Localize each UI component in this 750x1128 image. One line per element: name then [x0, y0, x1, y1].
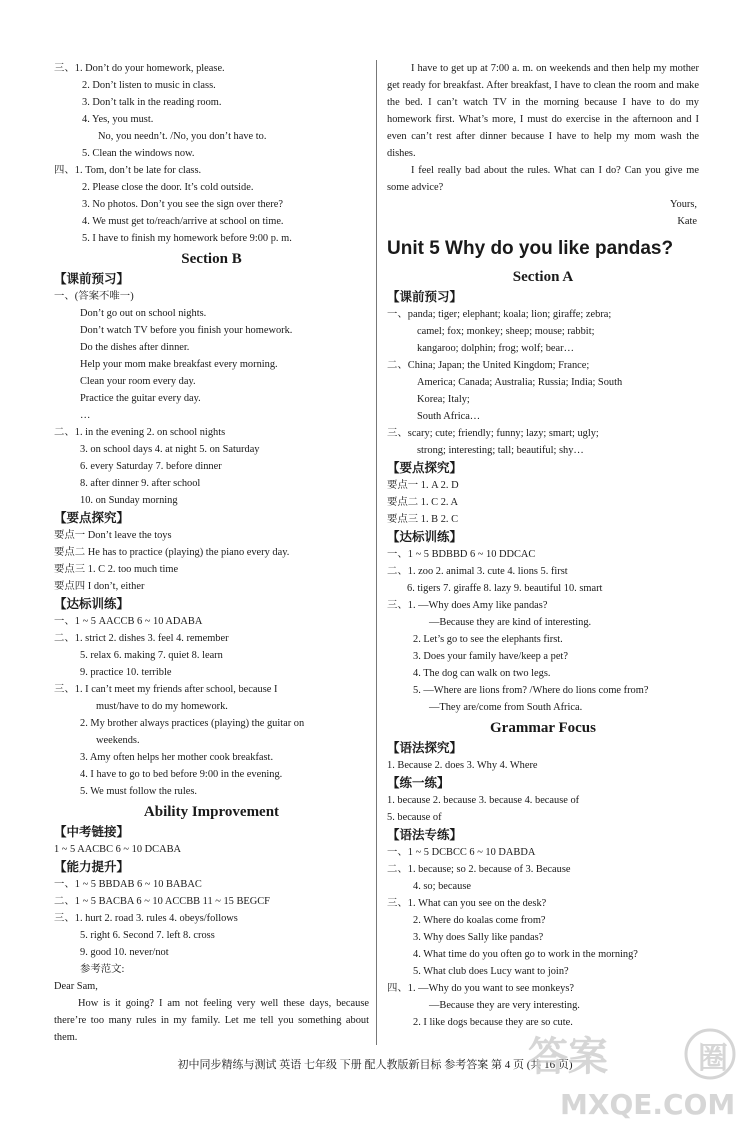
section-heading: Section B	[181, 251, 242, 267]
answer-line: Practice the guitar every day.	[80, 393, 201, 404]
block	[54, 841, 369, 858]
answer-line: —Because they are very interesting.	[429, 1000, 580, 1011]
answer-line: weekends.	[96, 735, 140, 746]
block	[387, 792, 699, 826]
letter-closing: Yours,	[670, 199, 697, 210]
answer-line: 10. on Sunday morning	[80, 495, 178, 506]
svg-text:MXQE.COM: MXQE.COM	[560, 1088, 736, 1121]
block	[54, 527, 369, 595]
letter-paragraphs	[54, 995, 369, 1046]
answer-line: kangaroo; dolphin; frog; wolf; bear…	[417, 343, 574, 354]
letter-paragraphs	[387, 60, 699, 196]
answer-line: 2. I like dogs because they are so cute.	[413, 1017, 573, 1028]
answer-line: 1. Because 2. does 3. Why 4. Where	[387, 760, 538, 771]
answer-line: 一、(答案不唯一)	[54, 291, 134, 302]
answer-line: 一、1 ~ 5 BBDAB 6 ~ 10 BABAC	[54, 879, 202, 890]
answer-line: 3. Why does Sally like pandas?	[413, 932, 544, 943]
answer-line: 2. Let’s go to see the elephants first.	[413, 634, 563, 645]
subheading: 【语法探究】	[387, 740, 463, 755]
answer-line: 5. because of	[387, 812, 442, 823]
block	[54, 876, 369, 995]
subheading: 【达标训练】	[387, 529, 463, 544]
answer-line: 5. We must follow the rules.	[80, 786, 198, 797]
unit-title: Unit 5 Why do you like pandas?	[387, 238, 674, 259]
answer-line: 一、1 ~ 5 DCBCC 6 ~ 10 DABDA	[387, 847, 536, 858]
answer-line: camel; fox; monkey; sheep; mouse; rabbit;	[417, 326, 595, 337]
block	[387, 844, 699, 1031]
answer-line: 6. tigers 7. giraffe 8. lazy 9. beautiful 10. smart	[407, 583, 603, 594]
answer-line: 6. every Saturday 7. before dinner	[80, 461, 222, 472]
left-column	[54, 60, 369, 1046]
answer-line: 三、1. What can you see on the desk?	[387, 898, 547, 909]
answer-line: 三、1. I can’t meet my friends after school, because I	[54, 684, 278, 695]
answer-line: 4. I have to go to bed before 9:00 in the evening.	[80, 769, 283, 780]
subheading: 【语法专练】	[387, 827, 463, 842]
subheading: 【达标训练】	[54, 596, 130, 611]
answer-line: 2. Please close the door. It’s cold outside.	[82, 182, 254, 193]
answer-line: 8. after dinner 9. after school	[80, 478, 201, 489]
answer-line: 三、1. hurt 2. road 3. rules 4. obeys/follows	[54, 913, 238, 924]
answer-line: 四、1. —Why do you want to see monkeys?	[387, 983, 575, 994]
answer-line: 3. No photos. Don’t you see the sign over there?	[82, 199, 283, 210]
answer-line: 要点三 1. C 2. too much time	[54, 564, 179, 575]
block	[387, 477, 699, 528]
block	[387, 757, 699, 774]
answer-line: 一、1 ~ 5 BDBBD 6 ~ 10 DDCAC	[387, 549, 536, 560]
column-divider	[376, 60, 377, 1045]
svg-text:答案: 答案	[528, 1034, 608, 1080]
answer-line: 5. right 6. Second 7. left 8. cross	[80, 930, 215, 941]
block	[54, 288, 369, 509]
answer-line: 4. Yes, you must.	[82, 114, 154, 125]
letter-paragraph: I have to get up at 7:00 a. m. on weekends and then help my mother get ready for breakfast. After breakfast, I have to clean the room and make the bed. I can’t watch TV in the morning because I have to do my homework first. What’s more, I must do exercise in the afternoon and I even can’t rest after dinner because I have to help my mom wash the dishes.	[387, 63, 699, 159]
answer-line: Help your mom make breakfast every morning.	[80, 359, 278, 370]
answer-line: …	[80, 410, 91, 421]
answer-line: 5. Clean the windows now.	[82, 148, 195, 159]
answer-line: 3. Does your family have/keep a pet?	[413, 651, 568, 662]
answer-line: 二、China; Japan; the United Kingdom; France;	[387, 360, 590, 371]
answer-line: 5. I have to finish my homework before 9:00 p. m.	[82, 233, 292, 244]
answer-line: 要点四 I don’t, either	[54, 581, 145, 592]
answer-line: 三、1. Don’t do your homework, please.	[54, 63, 225, 74]
subheading: 【中考链接】	[54, 824, 130, 839]
answer-line: 2. Where do koalas come from?	[413, 915, 546, 926]
answer-line: 要点一 1. A 2. D	[387, 480, 459, 491]
answer-line: 4. We must get to/reach/arrive at school on time.	[82, 216, 284, 227]
answer-line: 一、panda; tiger; elephant; koala; lion; giraffe; zebra;	[387, 309, 612, 320]
answer-line: 一、1 ~ 5 AACCB 6 ~ 10 ADABA	[54, 616, 203, 627]
answer-line: 二、1. zoo 2. animal 3. cute 4. lions 5. first	[387, 566, 568, 577]
letter-paragraph: I feel really bad about the rules. What can I do? Can you give me some advice?	[387, 165, 699, 193]
svg-text:圈: 圈	[698, 1041, 728, 1076]
answer-line: 5. What club does Lucy want to join?	[413, 966, 569, 977]
answer-line: 要点二 He has to practice (playing) the piano every day.	[54, 547, 290, 558]
answer-line: strong; interesting; tall; beautiful; shy…	[417, 445, 584, 456]
subheading: 【要点探究】	[54, 510, 130, 525]
answer-line: 4. The dog can walk on two legs.	[413, 668, 551, 679]
answer-line: 要点一 Don’t leave the toys	[54, 530, 172, 541]
answer-line: —They are/come from South Africa.	[429, 702, 583, 713]
answer-line: 5. relax 6. making 7. quiet 8. learn	[80, 650, 223, 661]
answer-line: 三、1. —Why does Amy like pandas?	[387, 600, 548, 611]
block	[387, 546, 699, 716]
answer-line: No, you needn’t. /No, you don’t have to.	[98, 131, 267, 142]
subheading: 【课前预习】	[54, 271, 130, 286]
answer-line: 三、scary; cute; friendly; funny; lazy; smart; ugly;	[387, 428, 599, 439]
answer-line: 1 ~ 5 AACBC 6 ~ 10 DCABA	[54, 844, 182, 855]
answer-line: 参考范文:	[80, 964, 125, 975]
answer-line: America; Canada; Australia; Russia; India; South	[417, 377, 623, 388]
answer-line: 二、1. because; so 2. because of 3. Because	[387, 864, 571, 875]
section-heading: Ability Improvement	[143, 804, 280, 820]
answer-line: —Because they are kind of interesting.	[429, 617, 592, 628]
answer-line: 2. My brother always practices (playing) the guitar on	[80, 718, 305, 729]
answer-line: 5. —Where are lions from? /Where do lions come from?	[413, 685, 649, 696]
answer-line: 1. because 2. because 3. because 4. because of	[387, 795, 580, 806]
answer-line: Clean your room every day.	[80, 376, 196, 387]
answer-line: 9. good 10. never/not	[80, 947, 169, 958]
answer-line: Don’t go out on school nights.	[80, 308, 207, 319]
answer-line: 2. Don’t listen to music in class.	[82, 80, 216, 91]
subheading: 【能力提升】	[54, 859, 130, 874]
answer-line: Korea; Italy;	[417, 394, 470, 405]
answer-line: 4. so; because	[413, 881, 471, 892]
answer-line: 二、1. in the evening 2. on school nights	[54, 427, 226, 438]
answer-line: 3. Amy often helps her mother cook breakfast.	[80, 752, 274, 763]
answer-line: 要点二 1. C 2. A	[387, 497, 459, 508]
answer-line: 要点三 1. B 2. C	[387, 514, 459, 525]
section-heading: Grammar Focus	[490, 720, 596, 736]
subheading: 【课前预习】	[387, 289, 463, 304]
block	[387, 306, 699, 459]
answer-line: must/have to do my homework.	[96, 701, 228, 712]
answer-line: Do the dishes after dinner.	[80, 342, 190, 353]
answer-line: Don’t watch TV before you finish your homework.	[80, 325, 293, 336]
block	[54, 613, 369, 800]
subheading: 【练一练】	[387, 775, 450, 790]
answer-line: 4. What time do you often go to work in the morning?	[413, 949, 638, 960]
block	[54, 60, 369, 247]
answer-line: 二、1 ~ 5 BACBA 6 ~ 10 ACCBB 11 ~ 15 BEGCF	[54, 896, 270, 907]
letter-signature: Kate	[677, 216, 697, 227]
answer-line: Dear Sam,	[54, 981, 98, 992]
answer-line: 四、1. Tom, don’t be late for class.	[54, 165, 202, 176]
subheading: 【要点探究】	[387, 460, 463, 475]
answer-line: 9. practice 10. terrible	[80, 667, 172, 678]
answer-line: 3. on school days 4. at night 5. on Saturday	[80, 444, 260, 455]
section-heading: Section A	[512, 269, 574, 285]
answer-line: South Africa…	[417, 411, 481, 422]
letter-paragraph: How is it going? I am not feeling very well these days, because there’re too many rules in my family. Let me tell you something about them.	[54, 998, 369, 1043]
page-footer: 初中同步精练与测试 英语 七年级 下册 配人教版新目标 参考答案 第 4 页 (共 16 页)	[177, 1059, 573, 1071]
answer-line: 3. Don’t talk in the reading room.	[82, 97, 222, 108]
answer-line: 二、1. strict 2. dishes 3. feel 4. remember	[54, 633, 229, 644]
right-column	[387, 60, 699, 1031]
